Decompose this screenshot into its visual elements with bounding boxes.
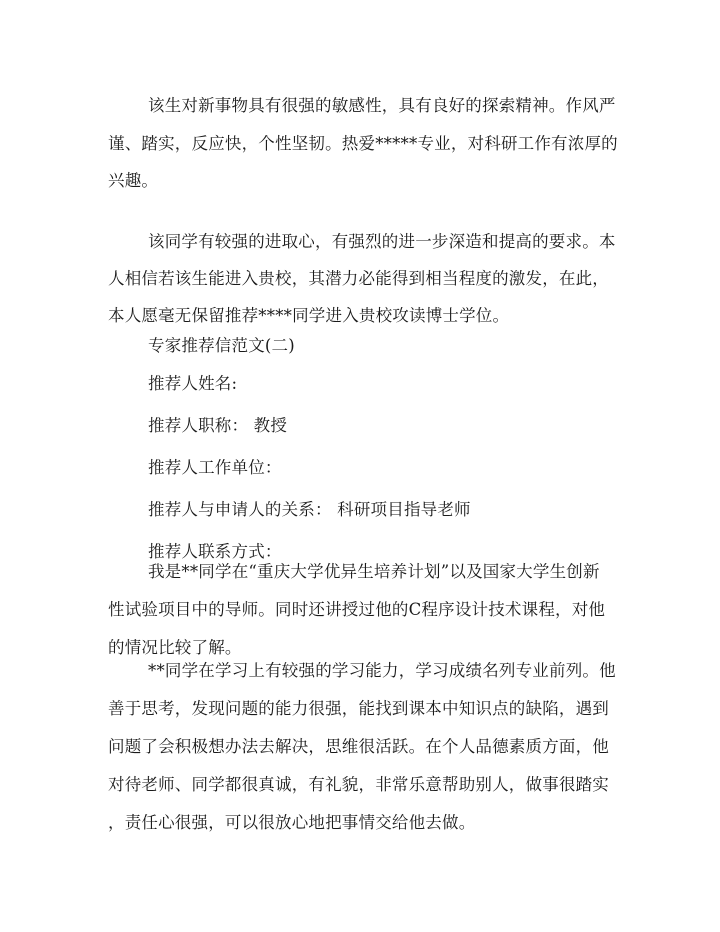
paragraph-3-line-3: 的情况比较了解。 bbox=[108, 638, 242, 657]
paragraph-1-line-3: 兴趣。 bbox=[108, 171, 159, 190]
paragraph-1-line-2: 谨、踏实，反应快，个性坚韧。热爱*****专业，对科研工作有浓厚的 bbox=[108, 134, 618, 153]
paragraph-2-line-1: 该同学有较强的进取心，有强烈的进一步深造和提高的要求。本 bbox=[148, 232, 616, 251]
paragraph-1-line-1: 该生对新事物具有很强的敏感性，具有良好的探索精神。作风严 bbox=[148, 96, 616, 115]
paragraph-4-line-2: 善于思考，发现问题的能力很强，能找到课本中知识点的缺陷，遇到 bbox=[108, 699, 609, 718]
paragraph-2-line-3: 本人愿毫无保留推荐****同学进入贵校攻读博士学位。 bbox=[108, 306, 510, 325]
recommender-contact-field: 推荐人联系方式： bbox=[148, 542, 282, 561]
paragraph-4-line-1: **同学在学习上有较强的学习能力，学习成绩名列专业前列。他 bbox=[148, 661, 616, 680]
recommender-name-field: 推荐人姓名: bbox=[148, 374, 238, 393]
paragraph-4-line-5: ，责任心很强，可以很放心地把事情交给他去做。 bbox=[108, 813, 476, 832]
section-title: 专家推荐信范文(二) bbox=[148, 336, 295, 355]
paragraph-4-line-3: 问题了会积极想办法去解决，思维很活跃。在个人品德素质方面，他 bbox=[108, 737, 609, 756]
recommender-unit-field: 推荐人工作单位： bbox=[148, 458, 282, 477]
paragraph-2-line-2: 人相信若该生能进入贵校，其潜力必能得到相当程度的激发，在此， bbox=[108, 269, 609, 288]
recommender-relation-field: 推荐人与申请人的关系： 科研项目指导老师 bbox=[148, 500, 471, 519]
recommender-title-field: 推荐人职称： 教授 bbox=[148, 416, 288, 435]
paragraph-3-line-2: 性试验项目中的导师。同时还讲授过他的C程序设计技术课程，对他 bbox=[108, 600, 606, 619]
paragraph-4-line-4: 对待老师、同学都很真诚，有礼貌，非常乐意帮助别人，做事很踏实 bbox=[108, 775, 609, 794]
paragraph-3-line-1: 我是**同学在“重庆大学优异生培养计划”以及国家大学生创新 bbox=[148, 562, 600, 581]
